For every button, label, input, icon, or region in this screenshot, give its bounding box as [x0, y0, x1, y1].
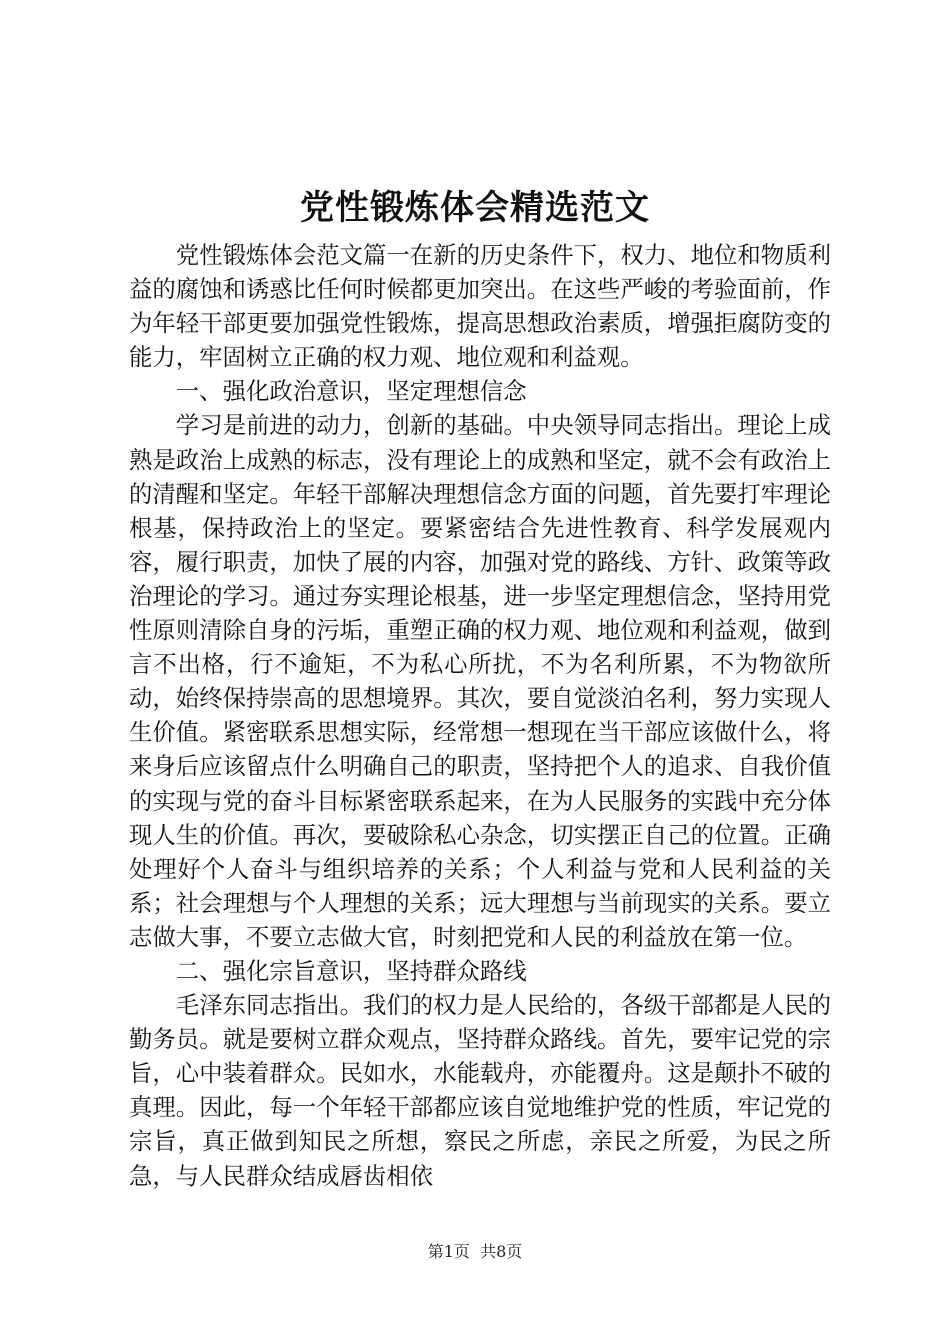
section-heading-2: 二、强化宗旨意识，坚持群众路线	[175, 956, 527, 985]
page-footer	[0, 1240, 950, 1264]
section-heading-1: 一、强化政治意识，坚定理想信念	[175, 377, 527, 406]
total-pages: 共8页	[480, 1242, 523, 1261]
paragraph-intro: 党性锻炼体会范文篇一在新的历史条件下，权力、地位和物质利益的腐蚀和诱惑比任何时候都更加突出。在这些严峻的考验面前，作为年轻干部更要加强党性锻炼，提高思想政治素质，增强拒腐防变的能力，牢固树立正确的权力观、地位观和利益观。	[129, 241, 831, 372]
paragraph-section-2: 毛泽东同志指出。我们的权力是人民给的，各级干部都是人民的勤务员。就是要树立群众观点，坚持群众路线。首先，要牢记党的宗旨，心中装着群众。民如水，水能载舟，亦能覆舟。这是颠扑不破的真理。因此，每一个年轻干部都应该自觉地维护党的性质，牢记党的宗旨，真正做到知民之所想，察民之所虑，亲民之所爱，为民之所急，与人民群众结成唇齿相依	[129, 991, 831, 1190]
footer-spacer	[470, 1242, 480, 1261]
document-body	[129, 238, 831, 1193]
page-number: 第1页	[427, 1242, 470, 1261]
document-title: 党性锻炼体会精选范文	[300, 188, 650, 228]
paragraph-section-1: 学习是前进的动力，创新的基础。中央领导同志指出。理论上成熟是政治上成熟的标志，没有理论上的成熟和坚定，就不会有政治上的清醒和坚定。年轻干部解决理想信念方面的问题，首先要打牢理论根基，保持政治上的坚定。要紧密结合先进性教育、科学发展观内容，履行职责，加快了展的内容，加强对党的路线、方针、政策等政治理论的学习。通过夯实理论根基，进一步坚定理想信念，坚持用党性原则清除自身的污垢，重塑正确的权力观、地位观和利益观，做到言不出格，行不逾矩，不为私心所扰，不为名利所累，不为物欲所动，始终保持崇高的思想境界。其次，要自觉淡泊名利，努力实现人生价值。紧密联系思想实际，经常想一想现在当干部应该做什么，将来身后应该留点什么明确自己的职责，坚持把个人的追求、自我价值的实现与党的奋斗目标紧密联系起来，在为人民服务的实践中充分体现人生的价值。再次，要破除私心杂念，切实摆正自己的位置。正确处理好个人奋斗与组织培养的关系；个人利益与党和人民利益的关系；社会理想与个人理想的关系；远大理想与当前现实的关系。要立志做大事，不要立志做大官，时刻把党和人民的利益放在第一位。	[129, 411, 831, 951]
